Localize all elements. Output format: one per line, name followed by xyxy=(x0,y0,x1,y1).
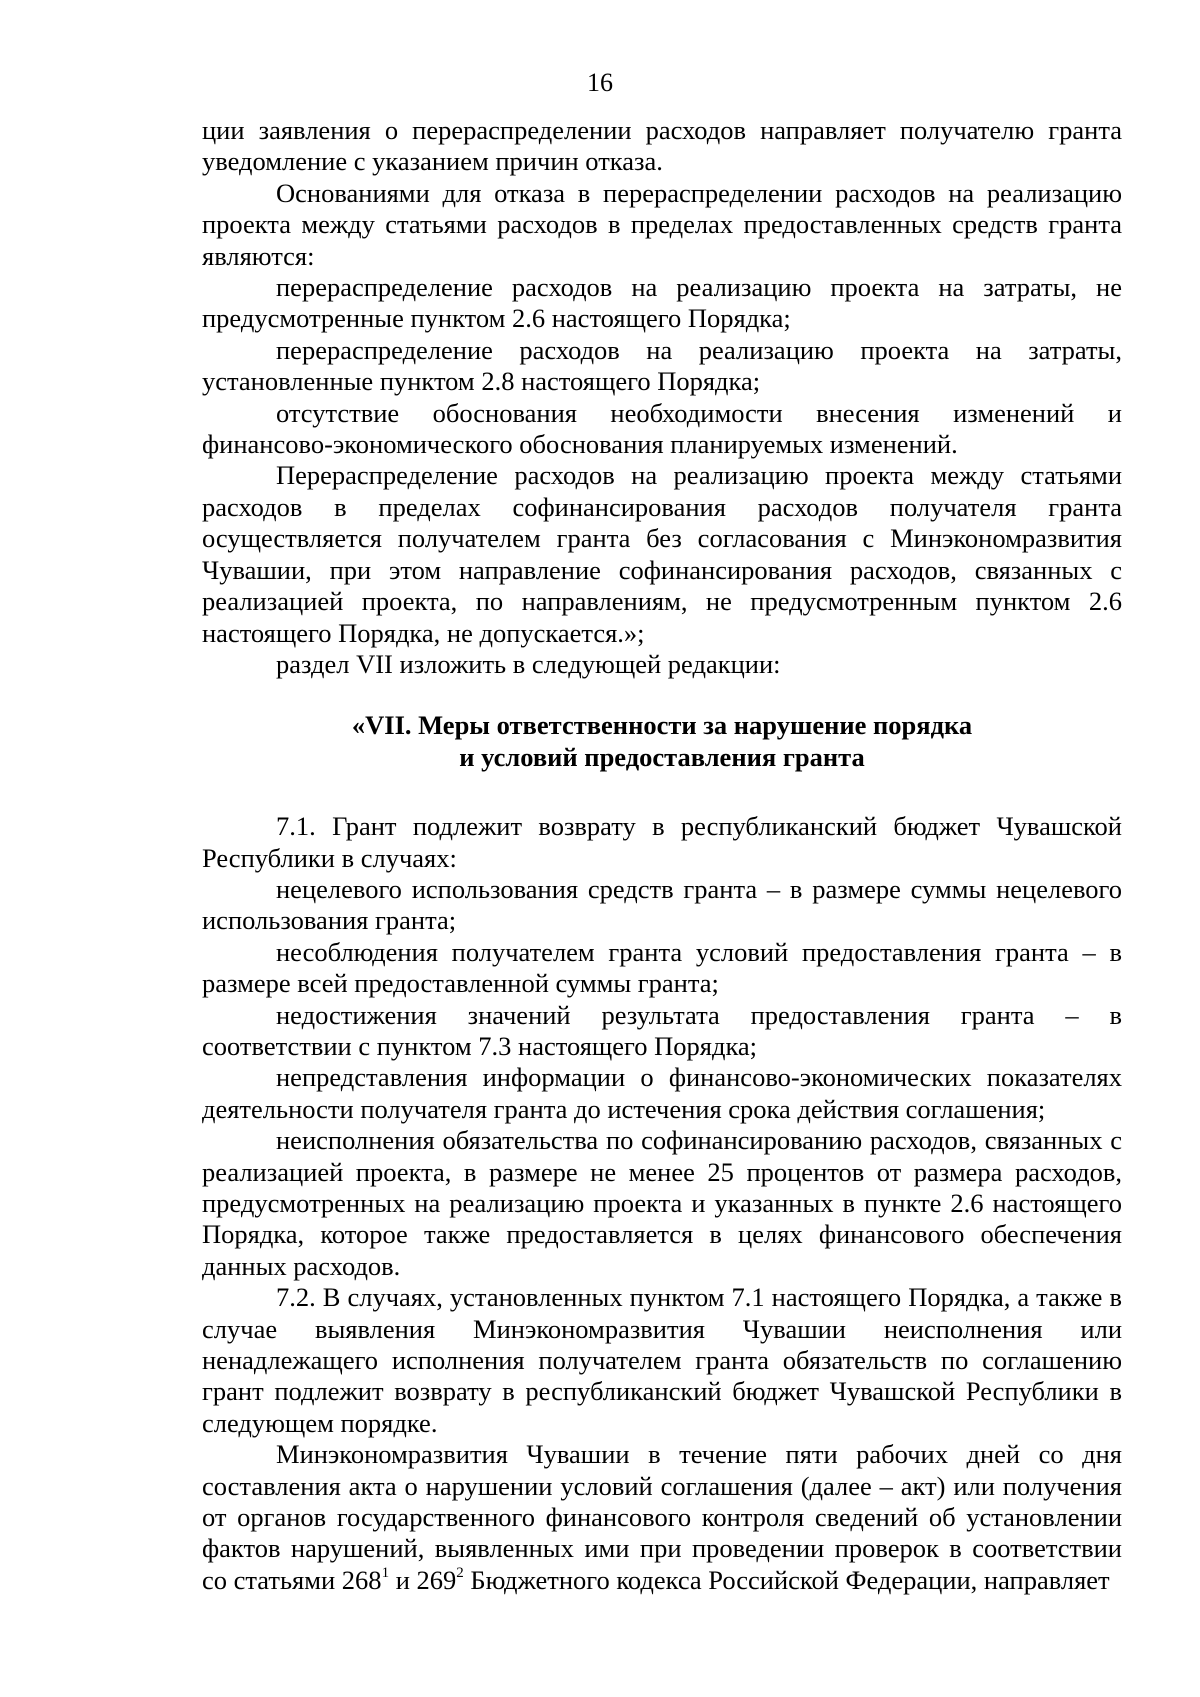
paragraph: ции заявления о перераспределении расходов направляет получателю гранта уведомление с указанием причин отказа. xyxy=(202,115,1122,177)
paragraph: недостижения значений результата предоставления гранта – в соответствии с пунктом 7.3 настоящего Порядка; xyxy=(202,999,1122,1061)
paragraphs-before-heading xyxy=(202,115,1122,680)
document-body xyxy=(202,115,1122,1596)
paragraph: отсутствие обоснования необходимости внесения изменений и финансово-экономического обоснования планируемых изменений. xyxy=(202,397,1122,460)
paragraph: перераспределение расходов на реализацию проекта на затраты, установленные пунктом 2.8 настоящего Порядка; xyxy=(202,334,1122,397)
section-heading-line-2: и условий предоставления гранта xyxy=(459,741,865,772)
paragraph-last xyxy=(202,1439,1122,1596)
paragraph: нецелевого использования средств гранта – в размере суммы нецелевого использования гранта; xyxy=(202,873,1122,936)
section-heading-line-1: «VII. Меры ответственности за нарушение порядка xyxy=(351,710,973,741)
paragraph: Основаниями для отказа в перераспределении расходов на реализацию проекта между статьями расходов в пределах предоставленных средств гранта являются: xyxy=(202,177,1122,271)
paragraph: Перераспределение расходов на реализацию проекта между статьями расходов в пределах софинансирования расходов получателя гранта осуществляется получателем гранта без согласования с Минэкономразвития Чувашии, при этом направление софинансирования расходов, связанных с реализацией проекта, по направлениям, не предусмотренным пунктом 2.6 настоящего Порядка, не допускается.»; xyxy=(202,460,1122,648)
section-heading xyxy=(202,710,1122,773)
paragraph: неисполнения обязательства по софинансированию расходов, связанных с реализацией проекта, в размере не менее 25 процентов от размера расходов, предусмотренных на реализацию проекта и указанных в пункте 2.6 настоящего Порядка, которое также предоставляется в целях финансового обеспечения данных расходов. xyxy=(202,1125,1122,1281)
page-number: 16 xyxy=(587,68,613,97)
paragraph: непредставления информации о финансово-экономических показателях деятельности получателя гранта до истечения срока действия соглашения; xyxy=(202,1062,1122,1124)
paragraph: несоблюдения получателем гранта условий предоставления гранта – в размере всей предоставленной суммы гранта; xyxy=(202,936,1122,999)
superscript-2: 2 xyxy=(456,1565,464,1582)
paragraph: 7.2. В случаях, установленных пунктом 7.1 настоящего Порядка, а также в случае выявления Минэкономразвития Чувашии неисполнения или ненадлежащего исполнения получателем гранта обязательств по соглашению грант подлежит возврату в республиканский бюджет Чувашской Республики в следующем порядке. xyxy=(202,1282,1122,1438)
paragraph: раздел VII изложить в следующей редакции: xyxy=(276,648,781,679)
paragraph-last-part-3: Бюджетного кодекса Российской Федерации, направляет xyxy=(463,1564,1110,1595)
paragraph: перераспределение расходов на реализацию проекта на затраты, не предусмотренные пунктом 2.6 настоящего Порядка; xyxy=(202,272,1122,334)
paragraph: 7.1. Грант подлежит возврату в республиканский бюджет Чувашской Республики в случаях: xyxy=(202,811,1122,873)
paragraphs-after-heading xyxy=(202,811,1122,1439)
paragraph-last-part-1: Минэкономразвития Чувашии в течение пяти рабочих дней со дня составления акта о нарушении условий соглашения (далее – акт) или получения от органов государственного финансового контроля сведений об установлении фактов нарушений, выявленных ими при проведении проверок в соответствии со статьями 268 xyxy=(202,1439,1122,1595)
superscript-1: 1 xyxy=(381,1565,390,1582)
paragraph-last-part-2: и 269 xyxy=(389,1564,457,1595)
